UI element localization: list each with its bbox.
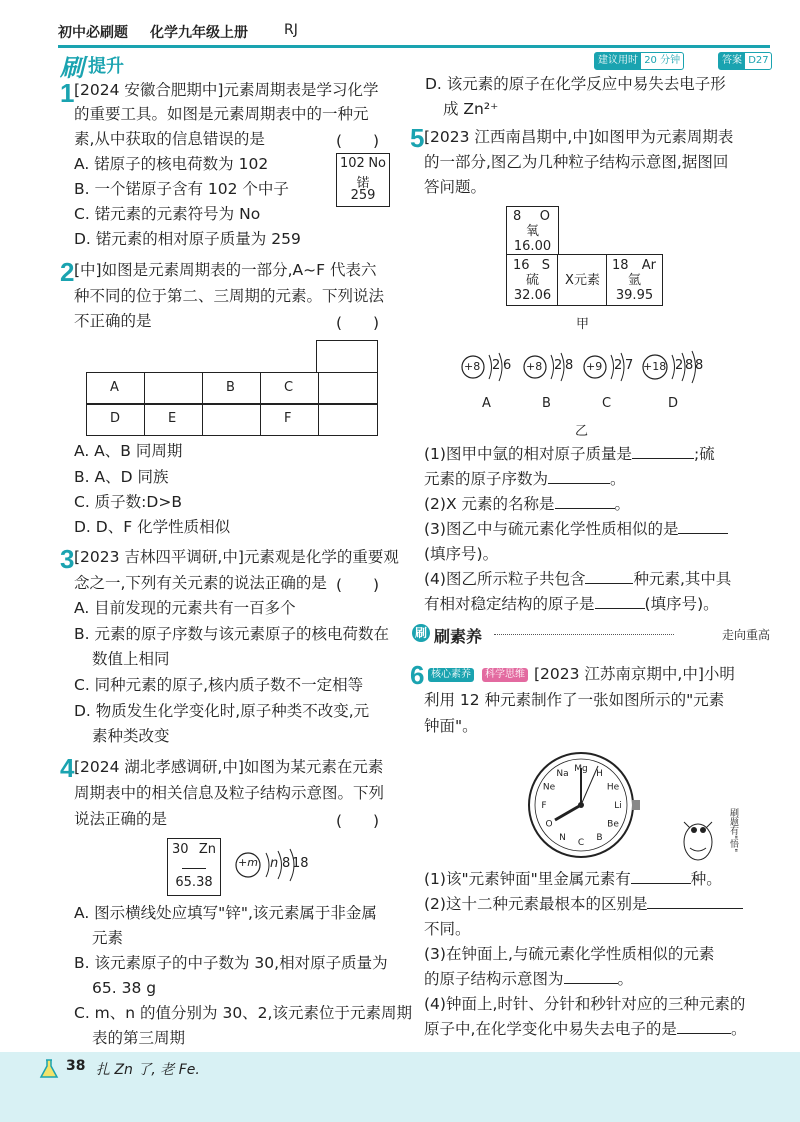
clock-element-label: Na	[556, 769, 569, 779]
q6-sub2-cont: 不同。	[424, 920, 471, 938]
q2-option-b[interactable]: B. A、D 同族	[74, 468, 169, 486]
section2-rule	[494, 634, 674, 635]
particle-a-shell: 2	[492, 358, 501, 373]
q6-sub3: (3)在钟面上,与硫元素化学性质相似的元素	[424, 945, 715, 963]
col-divider	[318, 372, 319, 435]
particle-c-shell: 7	[625, 358, 634, 373]
element-d: D	[110, 411, 121, 426]
q4-option-c[interactable]: C. m、n 的值分别为 30、2,该元素位于元素周期	[74, 1004, 412, 1022]
q4-option-a[interactable]: A. 图示横线处应填写"锌",该元素属于非金属	[74, 904, 377, 922]
element-clock	[528, 752, 660, 858]
q6-sub4-blank[interactable]	[677, 1033, 731, 1034]
page-header	[58, 20, 758, 42]
atomic-mass: 32.06	[513, 288, 552, 303]
time-badge	[594, 52, 684, 70]
answer-page: D27	[748, 55, 769, 66]
particle-b-shell: 8	[565, 358, 574, 373]
element-symbol: S	[541, 258, 550, 273]
q5-cell-argon	[606, 254, 663, 306]
q1-option-a[interactable]: A. 锘原子的核电荷数为 102	[74, 155, 269, 173]
col-divider	[202, 372, 203, 435]
group18-top-cell	[316, 340, 378, 373]
q6-sub2-blank[interactable]	[647, 908, 743, 909]
atomic-number: 16	[513, 258, 530, 273]
q3-answer-bracket[interactable]: ( )	[336, 576, 380, 594]
q1-stem-line: 素,从中获取的信息错误的是	[74, 130, 265, 148]
q1-answer-bracket[interactable]: ( )	[336, 132, 380, 150]
q3-option-b[interactable]: B. 元素的原子序数与该元素原子的核电荷数在	[74, 625, 389, 643]
q6-sub4: (4)钟面上,时针、分针和秒针对应的三种元素的	[424, 995, 746, 1013]
q5-cell-x	[557, 254, 608, 306]
q5-sub3-text: (3)图乙中与硫元素化学性质相似的是	[424, 520, 679, 538]
particle-a-shell: 6	[503, 358, 512, 373]
q6-sub2	[424, 894, 743, 914]
particle-d-shell: 2	[675, 358, 684, 373]
q4-nucleus-label: +m	[238, 856, 258, 869]
q2-answer-bracket[interactable]: ( )	[336, 314, 380, 332]
particle-a-nucleus: +8	[464, 360, 481, 373]
q5-sub4-end: (填序号)。	[644, 595, 719, 613]
q4-shell-1: n	[270, 856, 279, 871]
q5-sub1-blank2[interactable]	[548, 483, 610, 484]
q4-option-d-cont: 成 Zn²⁺	[443, 100, 499, 118]
q6-sub2-text: (2)这十二种元素最根本的区别是	[424, 895, 648, 913]
mascot-caption: 刷题有"悟"	[728, 808, 738, 853]
section-banner	[60, 48, 140, 82]
q1-number: 1	[60, 78, 75, 108]
q4-option-c-cont: 表的第三周期	[92, 1029, 186, 1047]
section-icon: 刷	[60, 54, 84, 82]
q4-option-a-cont: 元素	[92, 929, 124, 947]
element-name-blank[interactable]	[182, 868, 206, 869]
q5-sub1-text3: 元素的原子序数为	[424, 470, 549, 488]
element-name: 硫	[525, 273, 539, 288]
q5-stem-line: 的一部分,图乙为几种粒子结构示意图,据图回	[424, 153, 729, 171]
q6-stem-line: 利用 12 种元素制作了一张如图所示的"元素	[424, 691, 725, 709]
q6-sub1-text: (1)该"元素钟面"里金属元素有	[424, 870, 631, 888]
q4-option-d[interactable]: D. 该元素的原子在化学反应中易失去电子形	[425, 75, 726, 93]
atomic-number: 8	[513, 209, 522, 224]
clock-element-label: Mg	[574, 764, 588, 774]
q2-option-a[interactable]: A. A、B 同周期	[74, 442, 183, 460]
q5-sub4-blank2[interactable]	[595, 608, 645, 609]
answer-label: 答案	[719, 53, 745, 69]
q3-stem-line: [2023 吉林四平调研,中]元素观是化学的重要观	[74, 548, 399, 566]
q3-option-a[interactable]: A. 目前发现的元素共有一百多个	[74, 599, 296, 617]
clock-element-label: He	[606, 782, 620, 793]
q6-stem-line: 钟面"。	[424, 717, 478, 735]
q4-stem-line: 周期表中的相关信息及粒子结构示意图。下列	[74, 784, 385, 802]
q1-element-box	[336, 153, 390, 207]
section2-banner	[412, 624, 770, 648]
q1-option-d[interactable]: D. 锘元素的相对原子质量为 259	[74, 230, 301, 248]
q6-tag-core: 核心素养	[428, 668, 474, 682]
q5-stem-line: 答问题。	[424, 178, 487, 196]
row3	[86, 403, 378, 436]
q5-stem-line: [2023 江西南昌期中,中]如图甲为元素周期表	[424, 128, 734, 146]
q5-sub2	[424, 494, 630, 514]
element-symbol: O	[539, 209, 550, 224]
clock-element-label: C	[577, 838, 585, 848]
q5-sub1-blank[interactable]	[632, 458, 694, 459]
flask-icon	[38, 1058, 60, 1080]
q4-shell-3: 18	[292, 856, 309, 871]
section2-icon: 刷	[412, 624, 430, 642]
q6-sub4-cont	[424, 1019, 746, 1039]
q5-sub4	[424, 569, 731, 589]
q6-sub3-cont	[424, 969, 633, 989]
q6-sub1-end: 种。	[690, 870, 722, 888]
atomic-mass: 16.00	[513, 239, 552, 254]
q5-cell-sulfur	[506, 254, 559, 306]
particle-c-shell: 2	[614, 358, 623, 373]
particle-d-shell: 8	[685, 358, 694, 373]
atomic-number: 18	[612, 258, 629, 273]
time-label: 建议用时	[595, 53, 641, 69]
q5-sub1	[424, 444, 715, 464]
q6-sub1-blank[interactable]	[631, 883, 691, 884]
q2-number: 2	[60, 257, 75, 287]
q5-number: 5	[410, 123, 425, 153]
cartoon-mascot	[676, 808, 746, 864]
q6-stem-line: [2023 江苏南京期中,中]小明	[534, 665, 735, 683]
section2-title: 刷素养	[434, 627, 483, 646]
clock-element-label: N	[559, 833, 566, 843]
q2-stem-line: [中]如图是元素周期表的一部分,A~F 代表六	[74, 261, 377, 279]
q5-sub1-text2: ;硫	[693, 445, 715, 463]
particle-b-nucleus: +8	[526, 360, 543, 373]
q6-sub4-end: 。	[730, 1020, 747, 1038]
q5-sub4-text: (4)图乙所示粒子共包含	[424, 570, 586, 588]
element-f: F	[284, 411, 292, 426]
q5-sub3-blank[interactable]	[678, 533, 728, 534]
particle-d-nucleus: +18	[643, 360, 667, 373]
clock-element-label: O	[545, 819, 553, 830]
q3-option-d-cont: 素种类改变	[92, 727, 170, 745]
q5-sub2-text: (2)X 元素的名称是	[424, 495, 555, 513]
book-title: 化学九年级上册	[150, 25, 248, 41]
q5-cell-oxygen	[506, 206, 559, 255]
q6-sub4-text: 原子中,在化学变化中易失去电子的是	[424, 1020, 677, 1038]
header-rule	[58, 45, 770, 48]
q2-stem-line: 种不同的位于第二、三周期的元素。下列说法	[74, 287, 385, 305]
q4-number: 4	[60, 753, 75, 783]
element-name: X元素	[565, 273, 600, 288]
element-name: 锘	[356, 176, 370, 191]
footer-slogan: 扎 Zn 了, 老 Fe.	[96, 1062, 200, 1078]
element-name: 氧	[525, 224, 539, 239]
q2-stem-line: 不正确的是	[74, 312, 152, 330]
answer-badge	[718, 52, 772, 70]
q5-sub4-text2: 种元素,其中具	[633, 570, 732, 588]
element-symbol: Ar	[641, 258, 656, 273]
q5-sub4-blank[interactable]	[585, 583, 633, 584]
page-footer	[0, 1052, 800, 1122]
q5-sub2-blank[interactable]	[555, 508, 615, 509]
q2-option-d[interactable]: D. D、F 化学性质相似	[74, 518, 231, 536]
q1-option-c[interactable]: C. 锘元素的元素符号为 No	[74, 205, 261, 223]
element-symbol: No	[368, 156, 386, 171]
particle-d-label: D	[668, 396, 679, 411]
q1-stem-line: [2024 安徽合肥期中]元素周期表是学习化学	[74, 81, 379, 99]
q3-stem-line: 念之一,下列有关元素的说法正确的是	[74, 574, 327, 592]
col-divider	[144, 372, 145, 435]
mascot-icon	[676, 808, 720, 864]
q5-sub4-text3: 有相对稳定结构的原子是	[424, 595, 595, 613]
atomic-mass: 65.38	[175, 875, 213, 890]
q6-sub3-blank[interactable]	[564, 983, 618, 984]
particle-c-label: C	[602, 396, 612, 411]
q5-sub2-end: 。	[614, 495, 631, 513]
clock-element-label: Ne	[542, 782, 556, 793]
q6-sub3-text: 的原子结构示意图为	[424, 970, 564, 988]
clock-element-label: Be	[607, 819, 619, 830]
q1-option-b[interactable]: B. 一个锘原子含有 102 个中子	[74, 180, 289, 198]
clock-element-label: H	[596, 769, 603, 779]
element-symbol: Zn	[198, 842, 216, 857]
particle-a-label: A	[482, 396, 491, 411]
clock-element-label: Li	[614, 801, 622, 811]
q4-answer-bracket[interactable]: ( )	[336, 812, 380, 830]
q2-option-c[interactable]: C. 质子数:D>B	[74, 493, 182, 511]
element-b: B	[226, 380, 235, 395]
particle-b-label: B	[542, 396, 551, 411]
section2-suffix: 走向重高	[721, 628, 770, 642]
q5-sub3-cont: (填序号)。	[424, 545, 499, 563]
q6-sub1	[424, 869, 722, 889]
col-divider	[260, 372, 261, 435]
q5-sub1-text: (1)图甲中氩的相对原子质量是	[424, 445, 632, 463]
particle-c-nucleus: +9	[586, 360, 603, 373]
section-title: 提升	[88, 56, 124, 77]
q5-sub3	[424, 519, 728, 539]
atomic-mass: 259	[350, 188, 376, 203]
element-name: 氩	[627, 273, 641, 288]
element-a: A	[110, 380, 119, 395]
atomic-number: 102	[340, 156, 365, 171]
element-c: C	[284, 380, 294, 395]
q4-option-b-cont: 65. 38 g	[92, 979, 157, 997]
q5-figure-yi-label: 乙	[575, 424, 589, 439]
q5-sub1-cont	[424, 469, 626, 489]
clock-element-label: B	[596, 833, 603, 843]
q4-option-b[interactable]: B. 该元素原子的中子数为 30,相对原子质量为	[74, 954, 388, 972]
page-number: 38	[66, 1058, 86, 1074]
q4-element-box	[167, 838, 221, 896]
q5-sub4-cont	[424, 594, 719, 614]
element-e: E	[168, 411, 177, 426]
q2-periodic-table	[86, 340, 378, 435]
q5-figure-jia-label: 甲	[576, 317, 590, 332]
q6-sub3-end: 。	[617, 970, 634, 988]
atomic-number: 30	[172, 842, 189, 857]
q4-stem-line: [2024 湖北孝感调研,中]如图为某元素在元素	[74, 758, 384, 776]
q4-stem-line: 说法正确的是	[74, 810, 168, 828]
q3-option-d[interactable]: D. 物质发生化学变化时,原子种类不改变,元	[74, 702, 370, 720]
q3-option-c[interactable]: C. 同种元素的原子,核内质子数不一定相等	[74, 676, 364, 694]
q5-sub1-end: 。	[610, 470, 626, 488]
atomic-mass: 39.95	[615, 288, 654, 303]
q3-option-b-cont: 数值上相同	[92, 650, 170, 668]
time-value: 20 分钟	[644, 55, 681, 66]
clock-element-label: F	[541, 801, 547, 811]
q6-number: 6	[410, 660, 425, 690]
particle-b-shell: 2	[554, 358, 563, 373]
series-title: 初中必刷题	[58, 25, 128, 41]
particle-d-shell: 8	[695, 358, 704, 373]
edition-label: RJ	[284, 22, 298, 38]
q6-tag-thinking: 科学思维	[482, 668, 528, 682]
q4-shell-2: 8	[282, 856, 291, 871]
q1-stem-line: 的重要工具。如图是元素周期表中的一种元	[74, 105, 369, 123]
q3-number: 3	[60, 544, 75, 574]
